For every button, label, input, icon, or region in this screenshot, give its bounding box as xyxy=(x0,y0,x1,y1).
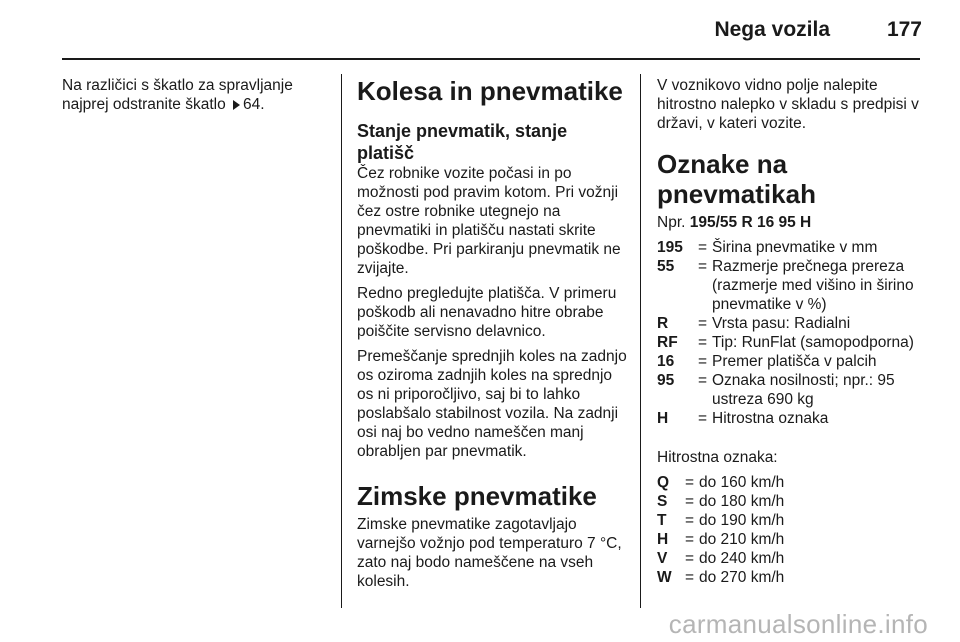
page-ref-link[interactable]: 64. xyxy=(243,96,265,113)
paragraph-winter-tyres: Zimske pnevmatike zagotavljajo varnejšo vožnjo pod temperaturo 7 °C, zato naj bodo nameščene na vseh kolesih. xyxy=(357,516,622,590)
equals-sign: = xyxy=(698,372,708,389)
marking-key: 16 xyxy=(657,353,675,370)
marking-key: 55 xyxy=(657,258,675,275)
speed-row xyxy=(657,530,937,549)
speed-value: do 210 km/h xyxy=(699,531,785,548)
equals-sign: = xyxy=(698,239,708,256)
equals-sign: = xyxy=(698,410,708,427)
storage-box-text: Na različici s škatlo za spravljanje najprej odstranite škatlo xyxy=(62,77,293,113)
section-heading-winter-tyres: Zimske pnevmatike xyxy=(357,481,597,511)
watermark: carmanualsonline.info xyxy=(668,609,928,639)
header-title: Nega vozila xyxy=(714,18,830,41)
speed-key: S xyxy=(657,493,668,510)
marking-value: Premer platišča v palcih xyxy=(712,353,877,370)
equals-sign: = xyxy=(685,550,695,567)
storage-box-note xyxy=(62,76,332,114)
marking-row xyxy=(657,409,937,428)
marking-key: 195 xyxy=(657,239,683,256)
column-1 xyxy=(62,76,332,120)
marking-value: Oznaka nosilnosti; npr.: 95 ustreza 690 kg xyxy=(712,372,895,408)
speed-key: V xyxy=(657,550,668,567)
speed-row xyxy=(657,511,937,530)
speed-row xyxy=(657,568,937,587)
marking-key: H xyxy=(657,410,669,427)
marking-value: Tip: RunFlat (samopodporna) xyxy=(712,334,914,351)
page-ref-arrow-icon xyxy=(233,100,240,110)
speed-row xyxy=(657,473,937,492)
marking-row xyxy=(657,238,937,257)
speed-key: Q xyxy=(657,474,670,491)
marking-row xyxy=(657,371,937,409)
equals-sign: = xyxy=(698,315,708,332)
speed-value: do 190 km/h xyxy=(699,512,785,529)
paragraph-speed-label: V voznikovo vidno polje nalepite hitrostno nalepko v skladu s predpisi v državi, v kateri vozite. xyxy=(657,77,919,132)
section-heading-wheels-tyres: Kolesa in pnevmatike xyxy=(357,76,623,106)
speed-value: do 270 km/h xyxy=(699,569,785,586)
paragraph-kerbs: Čez robnike vozite počasi in po možnosti pod pravim kotom. Pri vožnji čez ostre robnike utegnejo na pnevmatiki in platišču nastati skrite poškodbe. Pri parkiranju pnevmatik ne zvijajte. xyxy=(357,165,621,277)
column-divider-2 xyxy=(640,74,641,608)
equals-sign: = xyxy=(685,493,695,510)
equals-sign: = xyxy=(698,334,708,351)
markings-list xyxy=(657,238,937,428)
speed-key: W xyxy=(657,569,672,586)
equals-sign: = xyxy=(685,512,695,529)
equals-sign: = xyxy=(698,353,708,370)
header-rule xyxy=(62,58,920,60)
marking-row xyxy=(657,314,937,333)
speed-rating-heading: Hitrostna oznaka: xyxy=(657,449,778,466)
subheading-tyre-condition: Stanje pnevmatik, stanje platišč xyxy=(357,121,568,163)
speed-value: do 180 km/h xyxy=(699,493,785,510)
speed-key: T xyxy=(657,512,667,529)
column-2 xyxy=(357,76,629,597)
equals-sign: = xyxy=(685,474,695,491)
marking-value: Hitrostna oznaka xyxy=(712,410,829,427)
speed-row xyxy=(657,492,937,511)
speed-value: do 240 km/h xyxy=(699,550,785,567)
speed-row xyxy=(657,549,937,568)
example-line xyxy=(657,213,937,232)
page-number: 177 xyxy=(886,18,922,41)
example-code: 195/55 R 16 95 H xyxy=(689,214,812,231)
marking-row xyxy=(657,333,937,352)
paragraph-rotation: Premeščanje sprednjih koles na zadnjo os oziroma zadnjih koles na sprednjo os ni priporočljivo, saj bi to lahko poslabšalo stabilnost vozila. Na zadnji osi naj bo vedno nameščen manj obrabljen par pnevmatik. xyxy=(357,348,627,460)
column-3 xyxy=(657,76,937,587)
equals-sign: = xyxy=(698,258,708,275)
marking-key: R xyxy=(657,315,669,332)
marking-value: Vrsta pasu: Radialni xyxy=(712,315,851,332)
marking-row xyxy=(657,257,937,314)
example-prefix: Npr. xyxy=(657,214,686,231)
speed-key: H xyxy=(657,531,669,548)
column-divider-1 xyxy=(341,74,342,608)
equals-sign: = xyxy=(685,569,695,586)
speed-list xyxy=(657,473,937,587)
marking-row xyxy=(657,352,937,371)
marking-value: Širina pnevmatike v mm xyxy=(712,239,878,256)
paragraph-rims: Redno pregledujte platišča. V primeru poškodb ali nenavadno hitre obrabe poiščite servisno delavnico. xyxy=(357,285,617,340)
section-heading-tyre-markings: Oznake na pnevmatikah xyxy=(657,149,816,209)
marking-key: RF xyxy=(657,334,678,351)
marking-value: Razmerje prečnega prereza (razmerje med višino in širino pnevmatike v %) xyxy=(712,258,914,313)
equals-sign: = xyxy=(685,531,695,548)
speed-value: do 160 km/h xyxy=(699,474,785,491)
marking-key: 95 xyxy=(657,372,675,389)
